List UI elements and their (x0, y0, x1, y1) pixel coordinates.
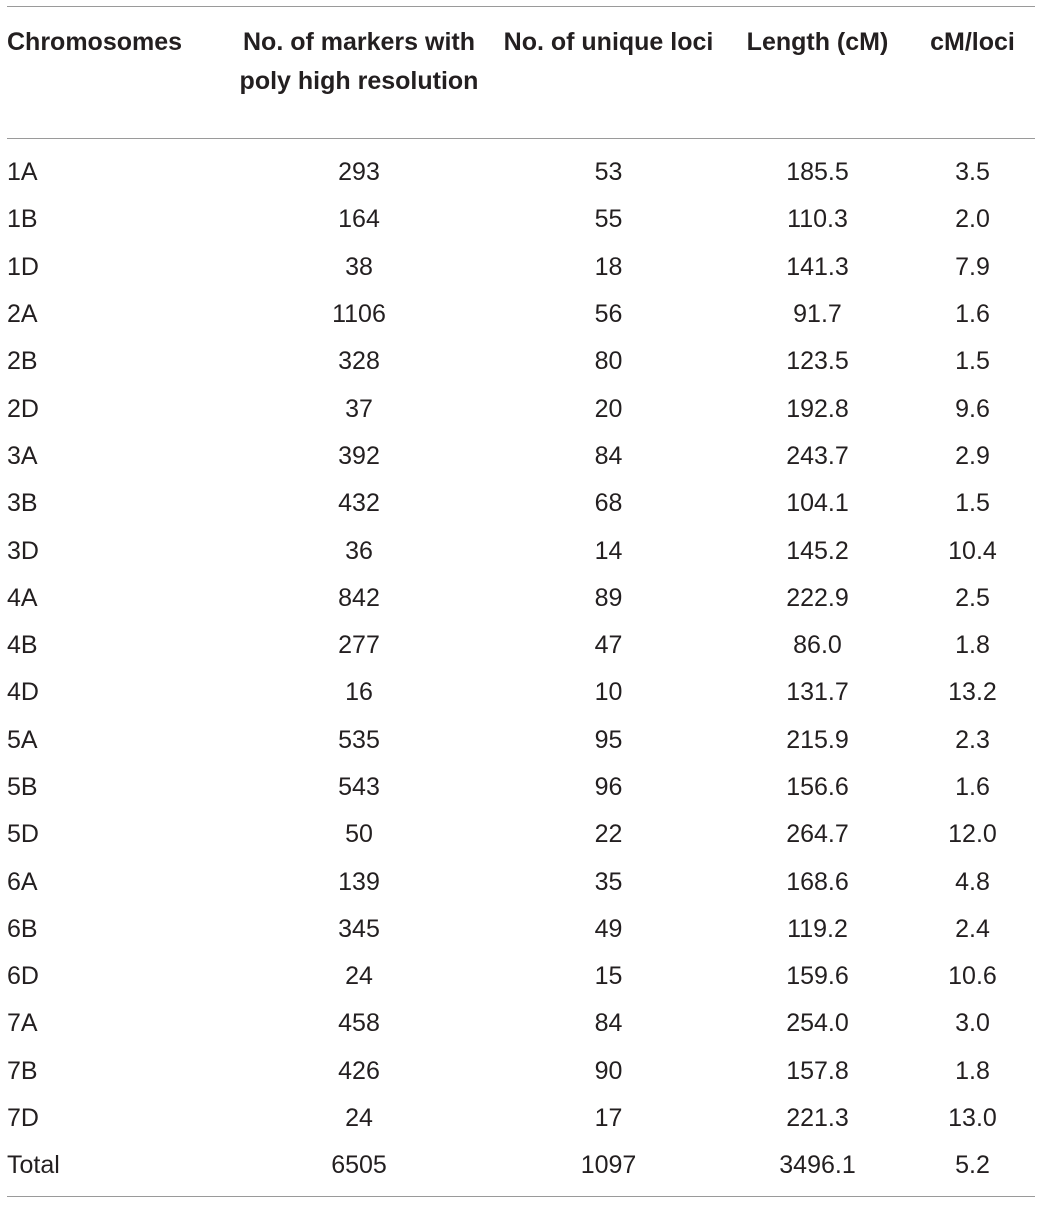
cell-chromosome: 1B (7, 205, 38, 234)
cell-length: 91.7 (793, 300, 842, 329)
cell-chromosome: 7B (7, 1056, 38, 1085)
cell-chromosome: 7A (7, 1009, 38, 1038)
cell-length: 110.3 (787, 205, 848, 234)
cell-length: 157.8 (786, 1056, 849, 1085)
cell-unique-loci: 95 (594, 725, 623, 754)
cell-length: 221.3 (786, 1104, 849, 1133)
cell-cm-per-loci: 10.6 (948, 962, 997, 991)
cell-markers: 345 (338, 914, 380, 943)
table-row (7, 291, 1035, 338)
table-row (7, 196, 1035, 243)
cell-length: 192.8 (786, 394, 849, 423)
cell-markers: 277 (338, 631, 380, 660)
cell-markers: 24 (345, 962, 373, 991)
cell-chromosome: 2B (7, 347, 38, 376)
cell-unique-loci: 53 (594, 158, 623, 187)
cell-unique-loci: 49 (594, 914, 623, 943)
header-cm-per-loci: cM/loci (930, 28, 1015, 56)
cell-cm-per-loci: 13.0 (948, 1104, 997, 1133)
cell-chromosome: 6B (7, 914, 38, 943)
cell-length: 156.6 (786, 773, 849, 801)
cell-markers: 432 (338, 489, 380, 518)
header-chromosomes: Chromosomes (7, 28, 183, 56)
cell-length: 264.7 (786, 820, 849, 849)
cell-unique-loci: 56 (594, 300, 623, 329)
cell-length: 3496.1 (779, 1151, 856, 1180)
total-row (7, 1142, 1035, 1196)
cell-length: 86.0 (793, 631, 842, 660)
chromosome-table (7, 6, 1035, 1197)
cell-length: 159.6 (786, 962, 849, 991)
cell-chromosome: Total (7, 1151, 60, 1180)
cell-cm-per-loci: 1.8 (955, 631, 990, 660)
cell-cm-per-loci: 12.0 (948, 820, 997, 849)
cell-length: 141.3 (786, 252, 849, 281)
cell-cm-per-loci: 1.6 (955, 300, 990, 329)
cell-markers: 16 (345, 678, 373, 707)
cell-cm-per-loci: 2.4 (955, 914, 990, 943)
cell-unique-loci: 15 (594, 962, 623, 991)
table-row (7, 1048, 1035, 1095)
cell-chromosome: 2A (7, 300, 38, 329)
cell-unique-loci: 89 (594, 583, 623, 612)
table-row (7, 385, 1035, 432)
cell-cm-per-loci: 2.3 (955, 725, 990, 754)
table-row (7, 139, 1035, 197)
cell-chromosome: 5D (7, 820, 39, 849)
cell-cm-per-loci: 2.5 (955, 583, 990, 612)
cell-length: 185.5 (786, 158, 849, 187)
table-row (7, 764, 1035, 811)
cell-length: 145.2 (786, 536, 849, 565)
cell-length: 131.7 (786, 678, 849, 707)
cell-unique-loci: 17 (594, 1104, 623, 1133)
cell-unique-loci: 84 (594, 1009, 623, 1038)
cell-markers: 458 (338, 1009, 380, 1038)
table-row (7, 433, 1035, 480)
cell-markers: 543 (338, 773, 380, 801)
table-row (7, 527, 1035, 574)
cell-markers: 37 (345, 394, 373, 423)
table-row (7, 669, 1035, 716)
cell-chromosome: 6A (7, 867, 38, 896)
cell-chromosome: 5A (7, 725, 38, 754)
cell-markers: 842 (338, 583, 380, 612)
cell-markers: 392 (338, 441, 380, 470)
cell-cm-per-loci: 3.0 (955, 1009, 990, 1038)
header-length: Length (cM) (746, 28, 889, 56)
cell-unique-loci: 80 (594, 347, 623, 376)
table-row (7, 480, 1035, 527)
header-markers: No. of markers with poly high resolution (239, 28, 479, 95)
cell-unique-loci: 18 (594, 252, 623, 281)
cell-length: 215.9 (786, 725, 849, 754)
cell-cm-per-loci: 7.9 (955, 252, 990, 281)
table-row (7, 575, 1035, 622)
cell-cm-per-loci: 10.4 (948, 536, 997, 565)
cell-markers: 293 (338, 158, 380, 187)
cell-cm-per-loci: 2.9 (955, 441, 990, 470)
cell-chromosome: 3B (7, 489, 38, 518)
cell-unique-loci: 20 (594, 394, 623, 423)
cell-chromosome: 4D (7, 678, 39, 707)
cell-length: 243.7 (786, 441, 849, 470)
cell-unique-loci: 22 (594, 820, 623, 849)
cell-markers: 139 (338, 867, 380, 896)
cell-chromosome: 1D (7, 252, 39, 281)
cell-markers: 24 (345, 1104, 373, 1133)
cell-cm-per-loci: 2.0 (955, 205, 990, 234)
table-header (7, 7, 1035, 139)
table-row (7, 811, 1035, 858)
header-unique-loci: No. of unique loci (503, 28, 714, 56)
cell-cm-per-loci: 1.8 (955, 1056, 990, 1085)
cell-markers: 426 (338, 1056, 380, 1085)
cell-unique-loci: 1097 (580, 1151, 637, 1180)
cell-markers: 6505 (331, 1151, 387, 1180)
table-row (7, 338, 1035, 385)
cell-markers: 38 (345, 252, 373, 281)
cell-length: 254.0 (786, 1009, 849, 1038)
cell-length: 104.1 (786, 489, 849, 518)
cell-markers: 50 (345, 820, 373, 849)
cell-markers: 1106 (332, 300, 386, 329)
cell-cm-per-loci: 3.5 (955, 158, 990, 187)
cell-chromosome: 1A (7, 158, 38, 187)
cell-cm-per-loci: 1.6 (955, 773, 990, 801)
cell-chromosome: 3A (7, 441, 38, 470)
cell-length: 123.5 (786, 347, 849, 376)
cell-unique-loci: 35 (594, 867, 623, 896)
cell-chromosome: 4B (7, 631, 38, 660)
cell-chromosome: 6D (7, 962, 39, 991)
cell-cm-per-loci: 1.5 (955, 347, 990, 376)
cell-chromosome: 5B (7, 773, 38, 801)
cell-length: 119.2 (787, 914, 848, 943)
table-body (7, 139, 1035, 1197)
cell-markers: 164 (338, 205, 380, 234)
cell-unique-loci: 55 (594, 205, 623, 234)
cell-cm-per-loci: 5.2 (955, 1151, 990, 1180)
cell-unique-loci: 84 (594, 441, 623, 470)
table-row (7, 1095, 1035, 1142)
cell-unique-loci: 47 (594, 631, 623, 660)
cell-cm-per-loci: 1.5 (955, 489, 990, 518)
cell-chromosome: 2D (7, 394, 39, 423)
cell-unique-loci: 68 (594, 489, 623, 518)
cell-unique-loci: 10 (594, 678, 623, 707)
header-row (7, 7, 1035, 139)
cell-markers: 328 (338, 347, 380, 376)
cell-unique-loci: 14 (594, 536, 623, 565)
table-row (7, 244, 1035, 291)
table-row (7, 906, 1035, 953)
table-row (7, 858, 1035, 905)
table-row (7, 1000, 1035, 1047)
data-table-container (7, 6, 1035, 1197)
cell-markers: 535 (338, 725, 380, 754)
cell-markers: 36 (345, 536, 373, 565)
cell-chromosome: 7D (7, 1104, 39, 1133)
cell-chromosome: 4A (7, 583, 38, 612)
cell-length: 168.6 (786, 867, 849, 896)
cell-unique-loci: 90 (594, 1056, 623, 1085)
table-row (7, 622, 1035, 669)
table-row (7, 953, 1035, 1000)
cell-chromosome: 3D (7, 536, 39, 565)
cell-cm-per-loci: 9.6 (955, 394, 990, 423)
cell-unique-loci: 96 (594, 773, 623, 801)
cell-cm-per-loci: 13.2 (948, 678, 997, 707)
table-row (7, 717, 1035, 764)
cell-length: 222.9 (786, 583, 849, 612)
cell-cm-per-loci: 4.8 (955, 867, 990, 896)
